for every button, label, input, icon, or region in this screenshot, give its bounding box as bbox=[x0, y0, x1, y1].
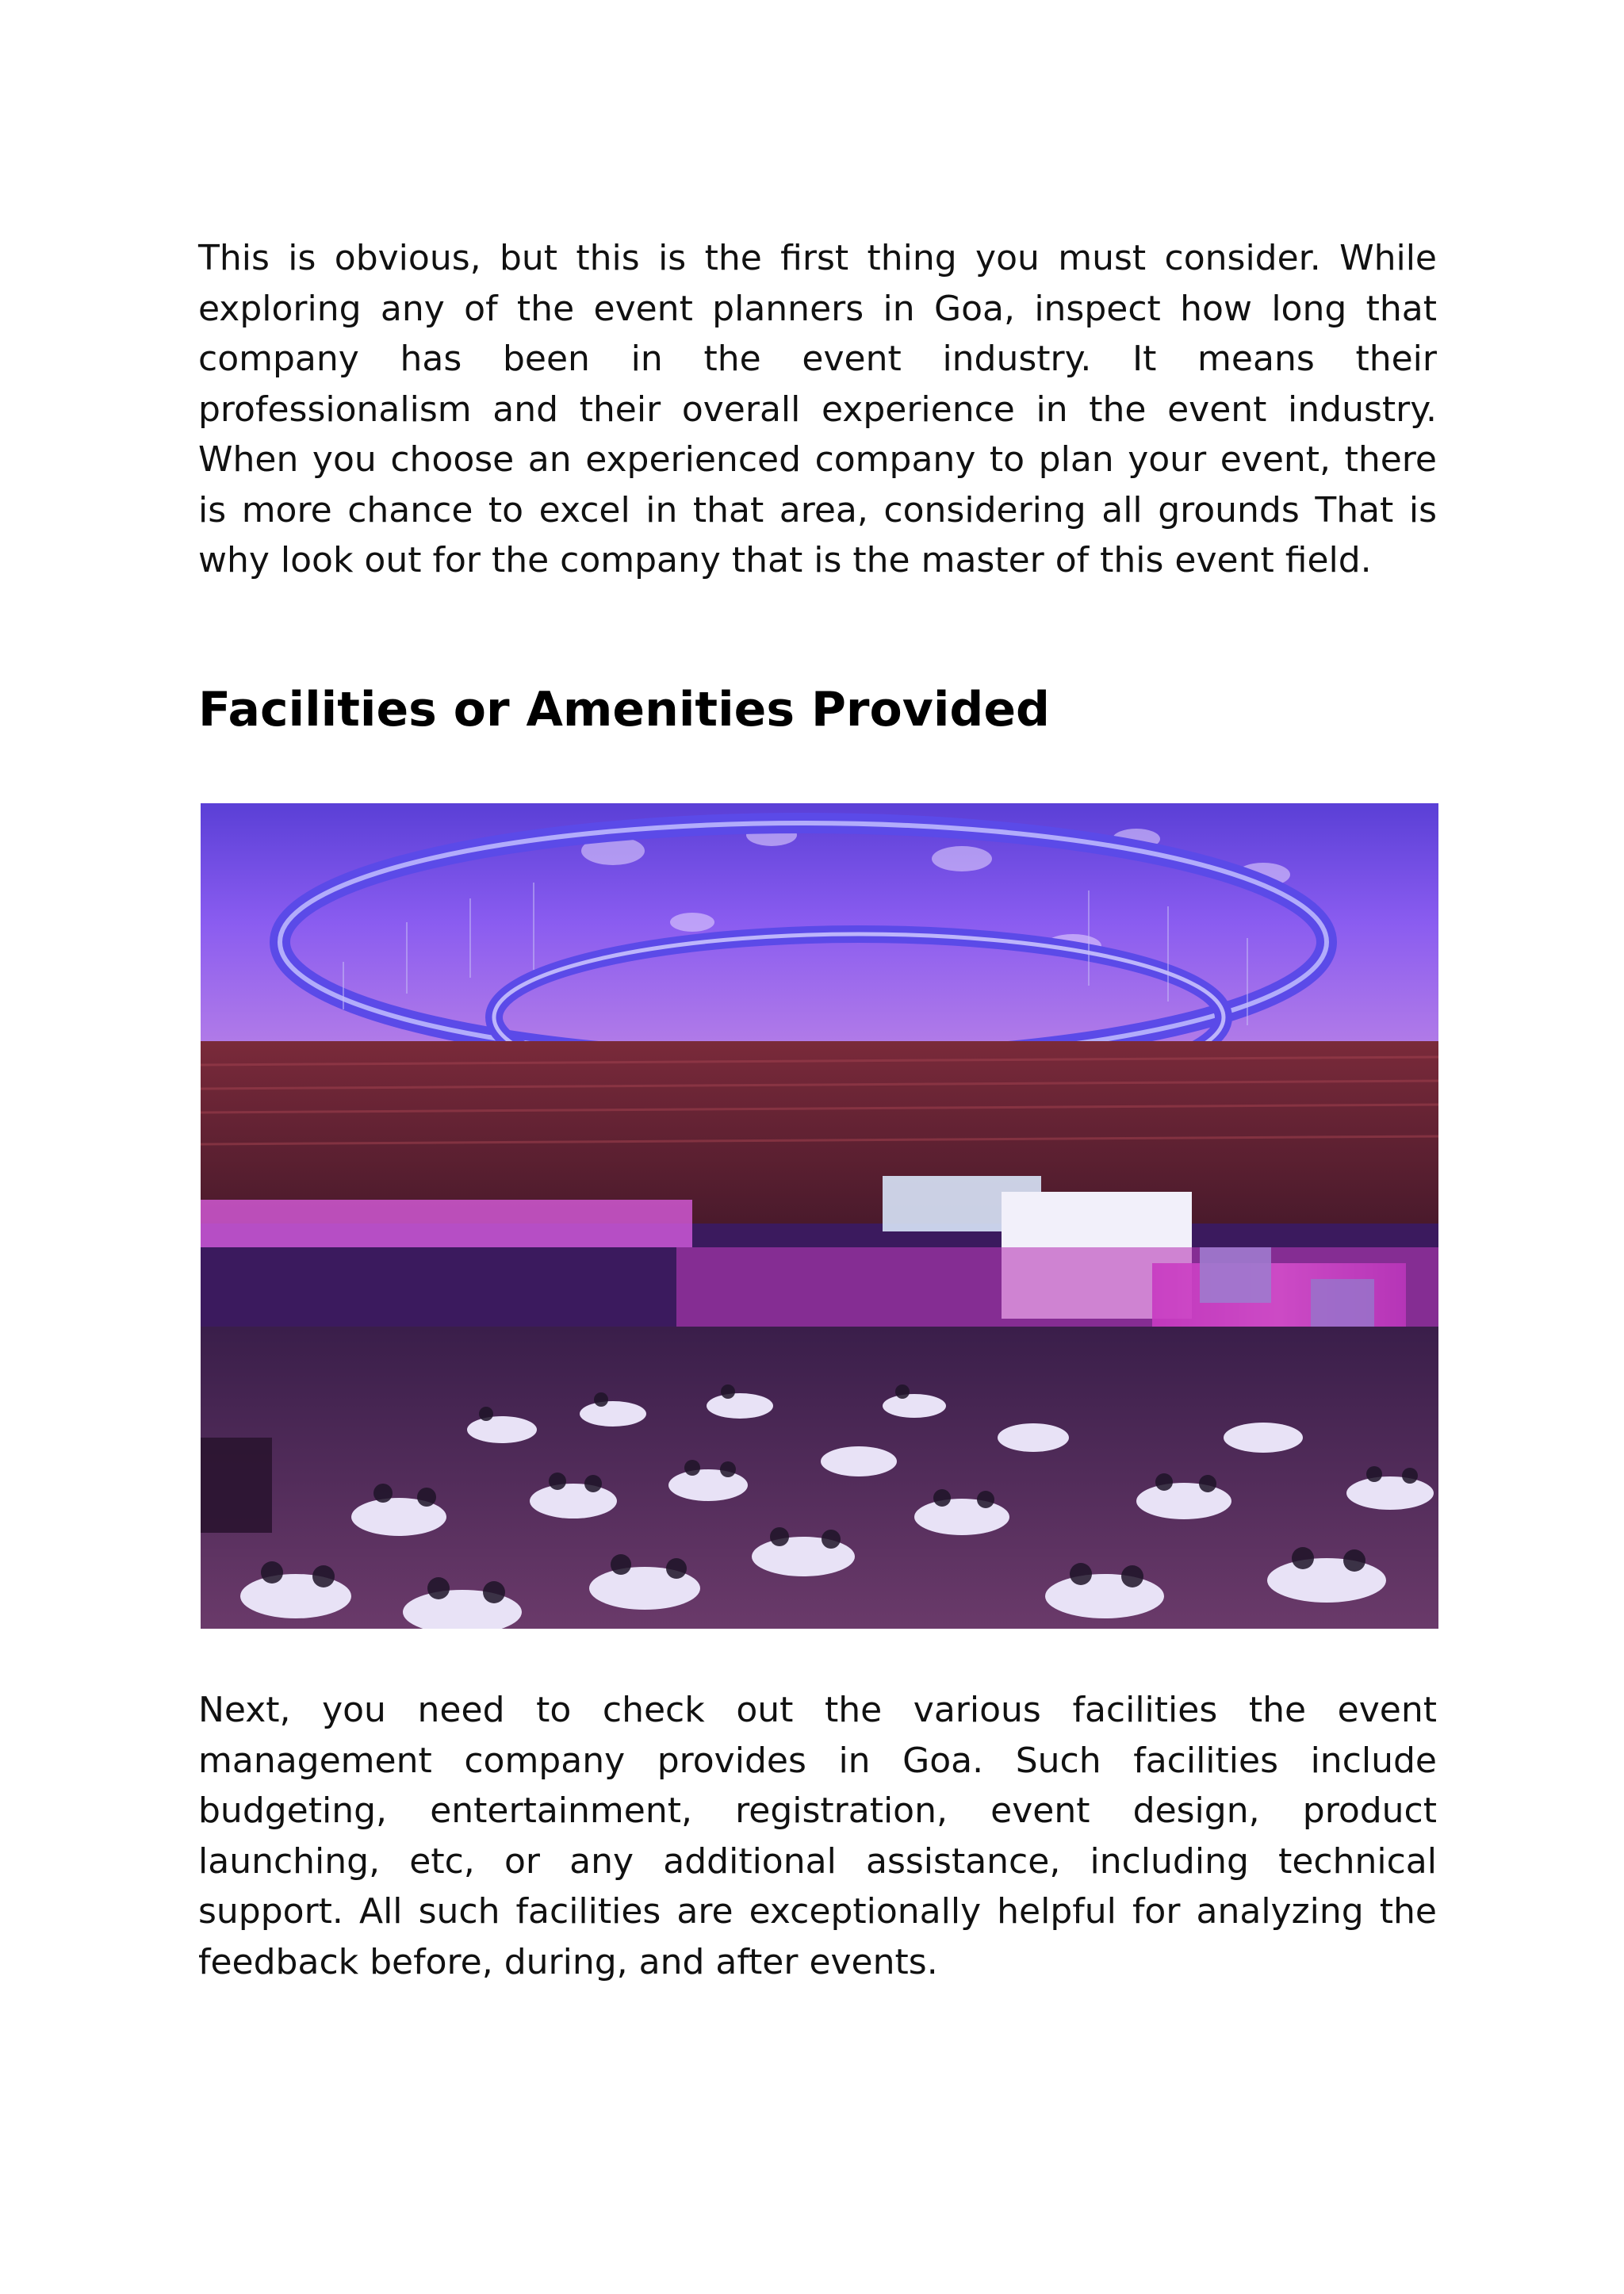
wall bbox=[201, 1041, 1438, 1224]
balcony-lights bbox=[201, 1200, 692, 1247]
facilities-paragraph: Next, you need to check out the various facilities the event management company provides in Goa. Such facilities include budgeting, entertainment, registration, event design, product launching, etc, or any additional assistance, including technical support. All such facilities are exceptionally helpful for analyzing the feedback before, during, and after events. bbox=[198, 1690, 1437, 1982]
event-hall-photo bbox=[201, 803, 1438, 1629]
section-heading: Facilities or Amenities Provided bbox=[198, 682, 1050, 737]
intro-paragraph: This is obvious, but this is the first thing you must consider. While exploring any of the event planners in Goa, inspect how long that company has been in the event industry. It means their professionalism and their overall experience in the event industry. When you choose an experienced company to plan your event, there is more chance to excel in that area, considering all grounds That is why look out for the company that is the master of this event field. bbox=[198, 238, 1437, 580]
floor bbox=[201, 1327, 1438, 1629]
